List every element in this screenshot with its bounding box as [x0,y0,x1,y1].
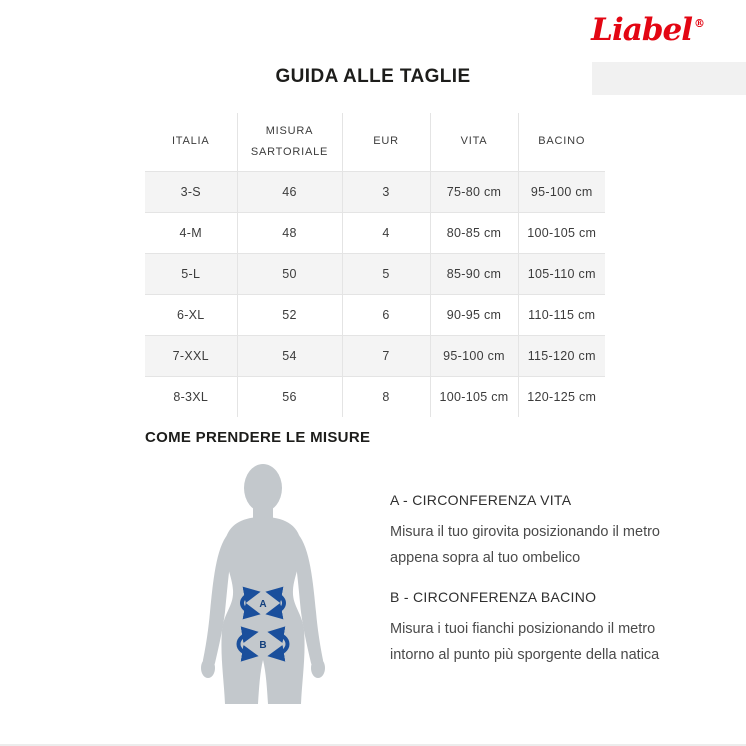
silhouette-head [244,464,282,512]
table-cell: 8 [342,376,430,417]
table-cell: 4-M [145,212,237,253]
waist-arrow-label: A [259,599,267,610]
measure-instructions [390,492,678,686]
table-cell: 8-3XL [145,376,237,417]
table-cell: 120-125 cm [527,389,597,404]
table-cell: 52 [237,294,342,335]
table-row [145,294,605,335]
waist-instruction-label: A - CIRCONFERENZA VITA [390,492,572,508]
silhouette-right-hand [311,658,325,678]
column-header-bacino: BACINO [518,113,605,171]
table-cell: 3 [342,171,430,212]
page-title: GUIDA ALLE TAGLIE [275,66,471,87]
table-cell: 90-95 cm [430,294,518,335]
table-cell: 46 [237,171,342,212]
body-silhouette-figure [178,462,348,710]
table-cell: 75-80 cm [430,171,518,212]
table-cell: 95-100 cm [518,171,605,212]
column-header-misura-sartoriale: MISURA SARTORIALE [237,113,342,171]
table-cell: 3-S [145,171,237,212]
table-cell: 100-105 cm [518,212,605,253]
table-cell: 6 [342,294,430,335]
table-cell: 110-115 cm [518,294,605,335]
table-cell: 50 [237,253,342,294]
column-header-vita: VITA [430,113,518,171]
table-cell: 6-XL [145,294,237,335]
table-cell: 54 [237,335,342,376]
column-header-italia: ITALIA [145,113,237,171]
measure-section-heading: COME PRENDERE LE MISURE [145,429,371,446]
table-cell: 4 [342,212,430,253]
table-cell: 7 [342,335,430,376]
silhouette-torso [221,517,304,704]
hip-arrow-label: B [259,640,267,651]
table-cell: 56 [237,376,342,417]
table-row [145,212,605,253]
waist-instruction-text: Misura il tuo girovita posizionando il metro appena sopra al tuo ombelico [390,524,660,567]
table-row [145,335,605,376]
table-cell: 95-100 cm [430,335,518,376]
table-row [145,171,605,212]
table-cell: 85-90 cm [430,253,518,294]
liabel-logo-text: Liabel [591,12,692,48]
liabel-logo [591,12,704,48]
size-table [145,113,605,417]
registered-mark: ® [694,17,704,30]
table-cell: 100-105 cm [430,376,518,417]
hip-instruction-text: Misura i tuoi fianchi posizionando il metro intorno al punto più sporgente della natica [390,621,660,664]
silhouette-shapes [201,464,325,704]
table-cell: 5-L [145,253,237,294]
table-cell: 48 [237,212,342,253]
table-cell: 7-XXL [145,335,237,376]
table-cell: 5 [342,253,430,294]
silhouette-left-hand [201,658,215,678]
table-cell: 105-110 cm [518,253,605,294]
table-row [145,253,605,294]
table-cell: 80-85 cm [430,212,518,253]
table-cell: 115-120 cm [518,335,605,376]
table-header-row [145,113,605,171]
table-row [145,376,605,417]
column-header-eur: EUR [342,113,430,171]
hip-instruction-label: B - CIRCONFERENZA BACINO [390,589,597,606]
